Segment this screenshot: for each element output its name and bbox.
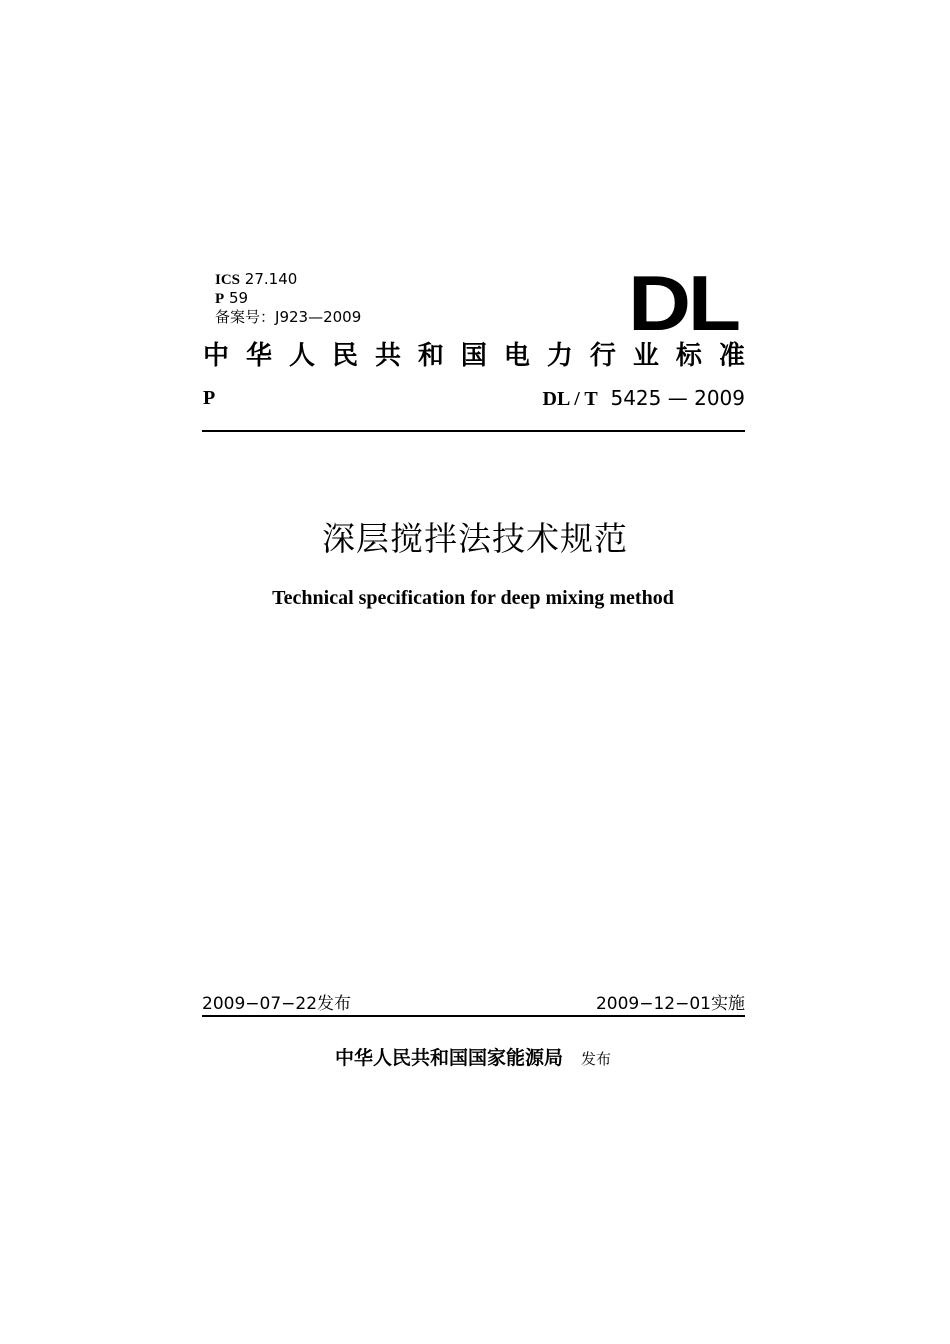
issue-date: 2009−07−22发布 [202,994,352,1014]
implementation-date: 2009−12−01实施 [595,994,745,1014]
standard-title: 中 华 人 民 共 和 国 电 力 行 业 标 准 [203,341,745,371]
header-divider [202,430,745,432]
document-title-en: Technical specification for deep mixing method [272,587,674,609]
dl-logo: DL [628,259,738,347]
classification-code: P 59 [215,289,249,307]
standard-code: DL / T 5425 — 2009 [542,386,745,410]
category-letter: P [203,387,216,409]
publisher-action: 发布 [581,1050,612,1068]
document-title-cn: 深层搅拌法技术规范 [322,519,628,558]
record-number: 备案号：J923—2009 [215,308,362,326]
ics-code: ICS 27.140 [215,270,298,288]
publisher [0,1045,946,1072]
footer-divider [202,1015,745,1017]
publisher-org: 中华人民共和国国家能源局 [334,1047,563,1069]
